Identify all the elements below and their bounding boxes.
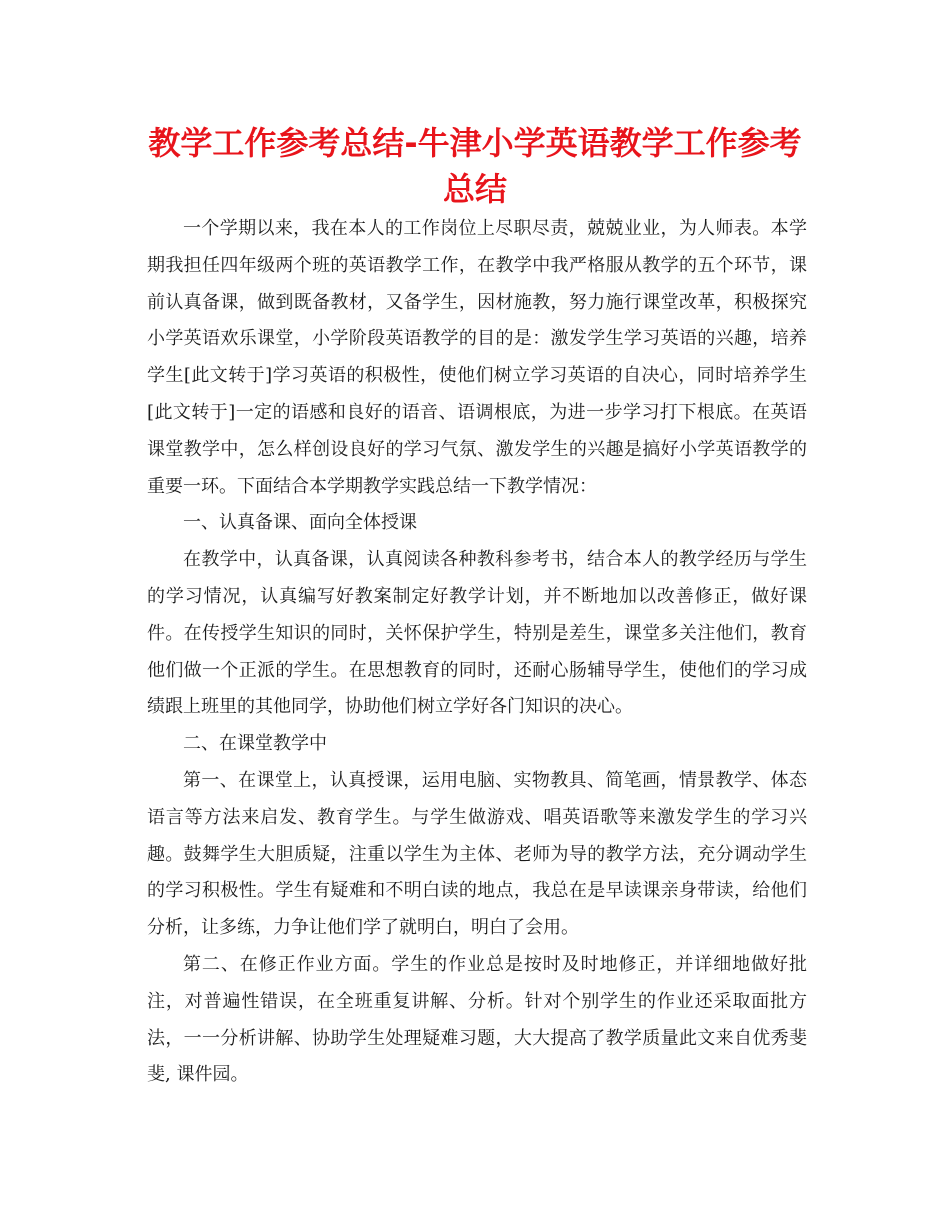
document-body	[147, 211, 807, 1094]
paragraph-section-1: 在教学中，认真备课，认真阅读各种教科参考书，结合本人的教学经历与学生的学习情况，认真编写好教案制定好教学计划，并不断地加以改善修正，做好课件。在传授学生知识的同时，关怀保护学生，特别是差生，课堂多关注他们，教育他们做一个正派的学生。在思想教育的同时，还耐心肠辅导学生，使他们的学习成绩跟上班里的其他同学，协助他们树立学好各门知识的决心。	[147, 549, 807, 718]
heading-section-2: 二、在课堂教学中	[183, 733, 327, 755]
document-title: 教学工作参考总结-牛津小学英语教学工作参考总结	[148, 124, 802, 208]
paragraph-point-2: 第二、在修正作业方面。学生的作业总是按时及时地修正，并详细地做好批注，对普遍性错误，在全班重复讲解、分析。针对个别学生的作业还采取面批方法，一一分析讲解、协助学生处理疑难习题，大大提高了教学质量此文来自优秀斐斐, 课件园。	[147, 953, 807, 1086]
heading-section-1: 一、认真备课、面向全体授课	[183, 512, 417, 534]
paragraph-intro: 一个学期以来，我在本人的工作岗位上尽职尽责，兢兢业业，为人师表。本学期我担任四年级两个班的英语教学工作，在教学中我严格服从教学的五个环节，课前认真备课，做到既备教材，又备学生，因材施教，努力施行课堂改革，积极探究小学英语欢乐课堂，小学阶段英语教学的目的是：激发学生学习英语的兴趣，培养学生[此文转于]学习英语的积极性，使他们树立学习英语的自决心，同时培养学生[此文转于]一定的语感和良好的语音、语调根底，为进一步学习打下根底。在英语课堂教学中，怎么样创设良好的学习气氛、激发学生的兴趣是搞好小学英语教学的重要一环。下面结合本学期教学实践总结一下教学情况：	[147, 218, 807, 497]
paragraph-point-1: 第一、在课堂上，认真授课，运用电脑、实物教具、简笔画，情景教学、体态语言等方法来启发、教育学生。与学生做游戏、唱英语歌等来激发学生的学习兴趣。鼓舞学生大胆质疑，注重以学生为主体、老师为导的教学方法，充分调动学生的学习积极性。学生有疑难和不明白读的地点，我总在是早读课亲身带读，给他们分析，让多练，力争让他们学了就明白，明白了会用。	[147, 769, 807, 939]
